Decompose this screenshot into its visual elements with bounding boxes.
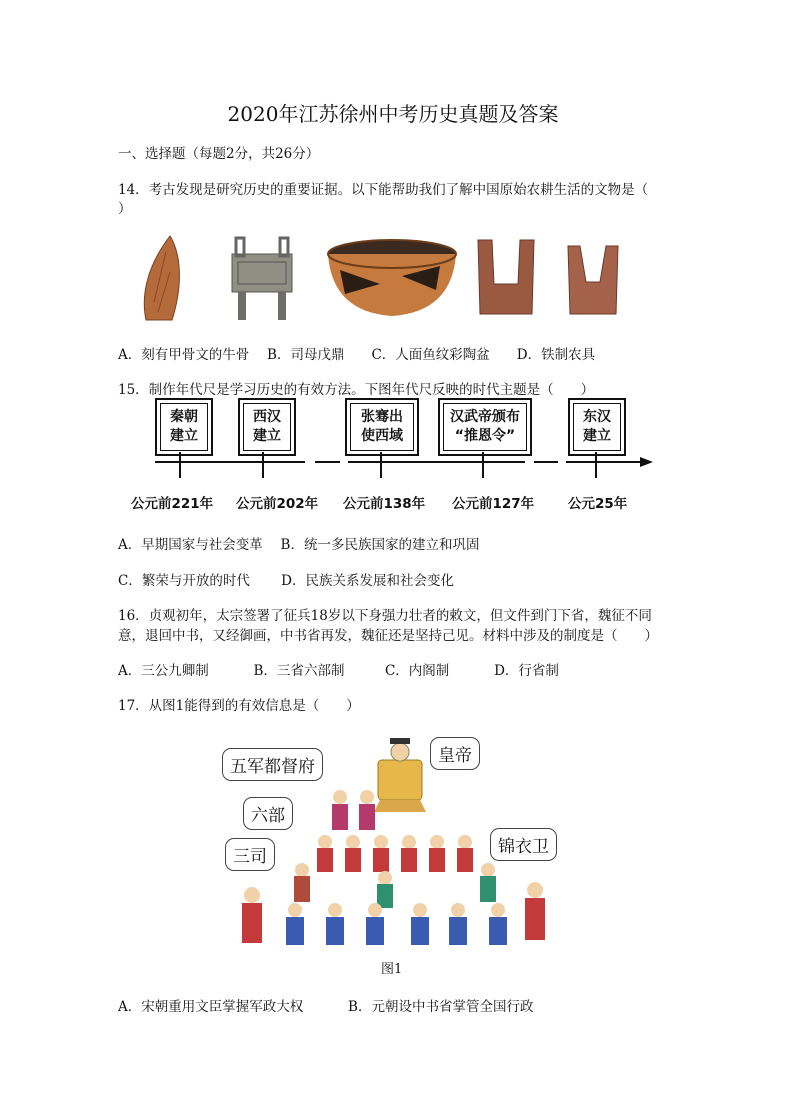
year-label-127bc: 公元前127年 (452, 496, 535, 512)
q16-stem-line1: 16．贞观初年，太宗签署了征兵18岁以下身强力壮者的敕文，但文件到门下省，魏征不同 (118, 608, 652, 624)
timeline-axis (150, 452, 656, 486)
emperor-figure (374, 738, 426, 812)
year-label-25ad: 公元25年 (568, 496, 628, 512)
section-heading: 一、选择题（每题2分，共26分） (118, 146, 320, 162)
iron-tools-image (478, 240, 618, 314)
q14-artifact-images (140, 232, 640, 324)
q14-stem-line1: 14．考古发现是研究历史的重要证据。以下能帮助我们了解中国原始农耕生活的文物是（ (118, 182, 649, 198)
label-emperor: 皇帝 (430, 737, 480, 770)
event-box-tuienling (438, 398, 532, 456)
label-six-ministries: 六部 (243, 797, 293, 830)
q15-stem: 15．制作年代尺是学习历史的有效方法。下图年代尺反映的时代主题是（ ） (118, 382, 595, 398)
event-box-zhang-qian (345, 398, 419, 456)
event-label-tuienling: 汉武帝颁布 “推恩令” (443, 403, 527, 451)
q16-options: A．三公九卿制 B．三省六部制 C．内阁制 D．行省制 (118, 663, 559, 679)
event-label-qin: 秦朝 建立 (160, 403, 208, 451)
event-box-qin (155, 398, 213, 456)
year-label-221bc: 公元前221年 (131, 496, 214, 512)
year-label-202bc: 公元前202年 (236, 496, 319, 512)
event-box-eastern-han (568, 398, 626, 456)
year-label-138bc: 公元前138年 (343, 496, 426, 512)
q15-options-line1: A．早期国家与社会变革 B．统一多民族国家的建立和巩固 (118, 537, 480, 553)
ding-image (232, 238, 292, 320)
label-five-army-commission: 五军都督府 (222, 748, 323, 781)
pottery-basin-image (328, 240, 456, 316)
page-title: 2020年江苏徐州中考历史真题及答案 (227, 102, 559, 126)
q17-options: A．宋朝重用文臣掌握军政大权 B．元朝设中书省掌管全国行政 (118, 999, 534, 1015)
event-label-western-han: 西汉 建立 (243, 403, 291, 451)
guards-row (242, 882, 545, 945)
figure-caption: 图1 (381, 962, 403, 977)
q16-stem-line2: 意，退回中书，又经御画，中书省再发，魏征还是坚持己见。材料中涉及的制度是（ ） (118, 628, 658, 644)
event-label-eastern-han: 东汉 建立 (573, 403, 621, 451)
event-box-western-han (238, 398, 296, 456)
label-three-si: 三司 (225, 838, 275, 871)
oracle-bone-image (144, 236, 179, 320)
label-jinyiwei: 锦衣卫 (490, 828, 557, 861)
q17-stem: 17．从图1能得到的有效信息是（ ） (118, 698, 360, 714)
q14-options: A．刻有甲骨文的牛骨 B．司母戊鼎 C．人面鱼纹彩陶盆 D．铁制农具 (118, 347, 596, 363)
event-label-zhang-qian: 张骞出 使西域 (350, 403, 414, 451)
q14-stem-line2: ） (118, 201, 132, 217)
q15-options-line2: C．繁荣与开放的时代 D．民族关系发展和社会变化 (118, 573, 454, 589)
